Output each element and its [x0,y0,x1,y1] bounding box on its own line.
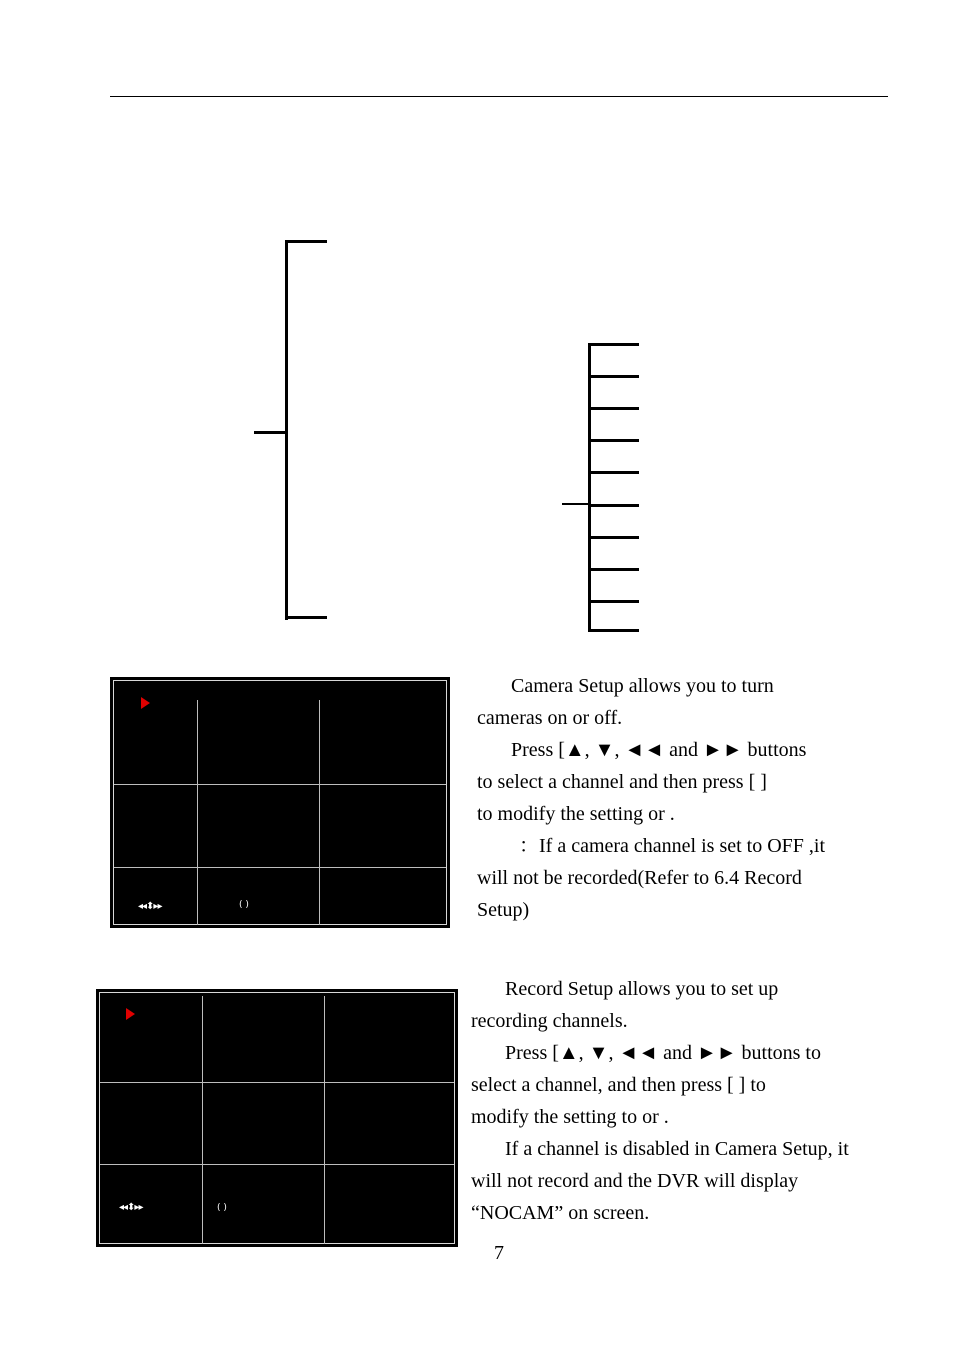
osd-parenthesis: ( ) [239,900,249,910]
selection-cursor-icon [126,1008,135,1020]
camera-setup-description: Camera Setup allows you to turn cameras on or off. Press [▲, ▼, ◄◄ and ►► buttons to select a channel and then press [ ] to modify the setting or . ：If a camera channel is set to OFF ,it will not be recorded(Refer to 6.4 Record Setup) [477,675,826,921]
record-setup-screen [96,989,458,1247]
header-rule [110,96,888,97]
osd-parenthesis: ( ) [217,1203,227,1213]
navigation-arrows-icon: ◂◂⬍▸▸ [119,1202,143,1213]
record-setup-description: Record Setup allows you to set up recording channels. Press [▲, ▼, ◄◄ and ►► buttons to select a channel, and then press [ ] to modify the setting to or . If a channel is disabled in Camera Setup, it will not record and the DVR will display “NOCAM” on screen. [471,978,849,1224]
selection-cursor-icon [141,697,150,709]
camera-setup-screen [110,677,450,928]
navigation-arrows-icon: ◂◂⬍▸▸ [138,901,162,912]
page-number: 7 [494,1242,504,1264]
